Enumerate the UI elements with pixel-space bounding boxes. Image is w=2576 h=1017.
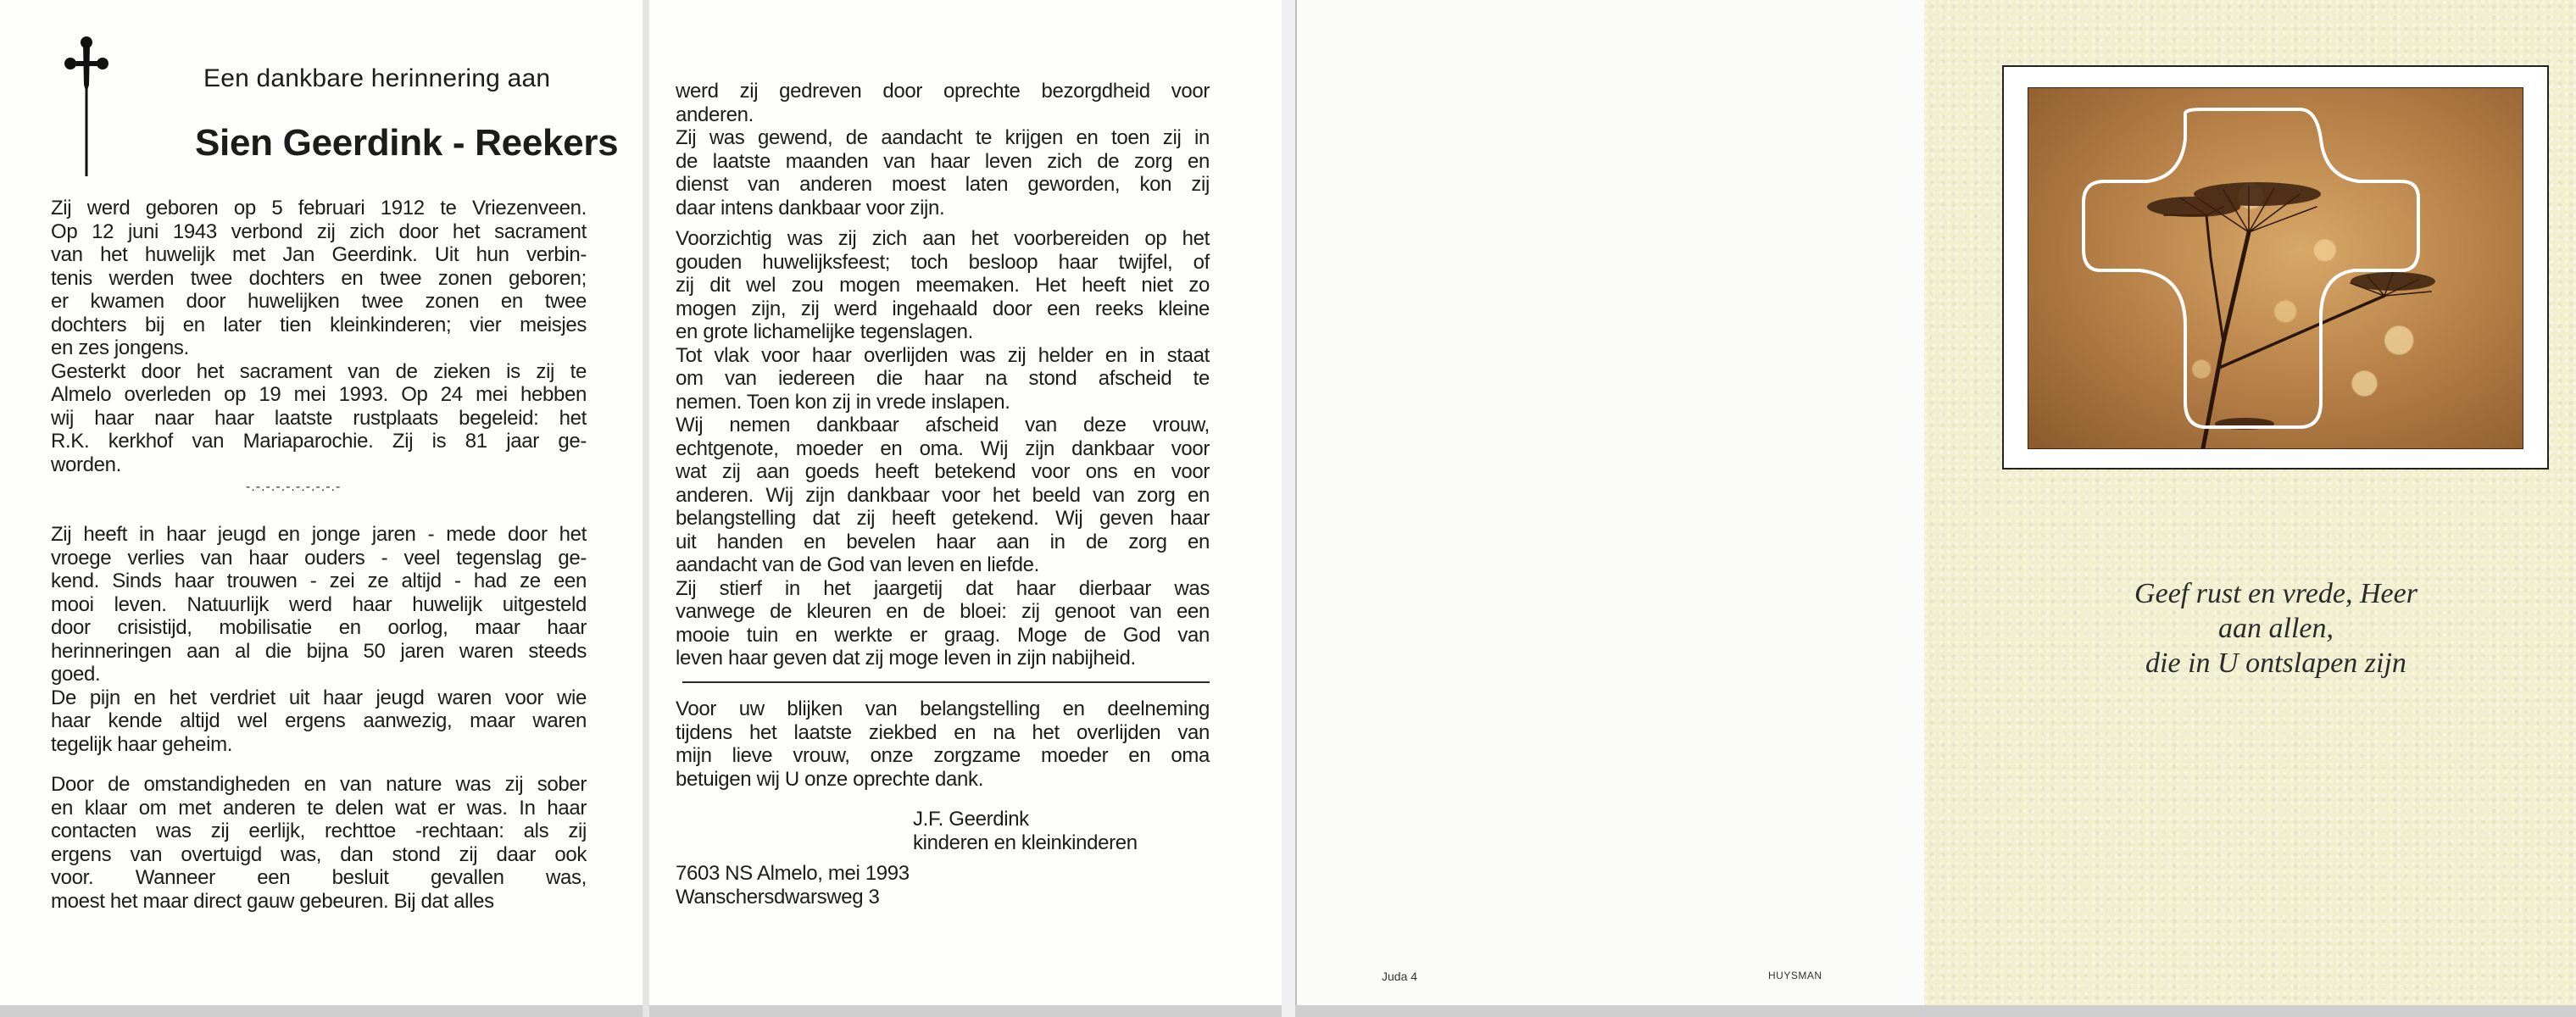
text-line: Op 12 juni 1943 verbond zij zich door het sacrament [51, 220, 587, 243]
paragraph [51, 360, 587, 477]
text-line: tegelijk haar geheim. [51, 732, 233, 756]
text-line: mogen zijn, zij werd ingehaald door een reeks kleine [676, 297, 1210, 320]
cross-outline-and-plant-illustration [2028, 88, 2523, 448]
text-line: Zij heeft in haar jeugd en jonge jaren - mede door het [51, 523, 587, 546]
text-line: leven haar geven dat zij moge leven in zijn nabijheid. [676, 647, 1136, 670]
text-line: worden. [51, 453, 121, 476]
cross-icon [63, 34, 110, 178]
paragraph [51, 197, 587, 360]
text-line: dochters bij en later tien kleinkinderen; vier meisjes [51, 313, 587, 336]
paragraph [676, 577, 1210, 670]
text-line: 7603 NS Almelo, mei 1993 [676, 862, 910, 885]
text-line: wij haar naar haar laatste rustplaats begeleid: het [51, 406, 587, 430]
paragraph [676, 344, 1210, 414]
paragraph [676, 80, 1210, 126]
text-line: gouden huwelijksfeest; toch besloop haar twijfel, of [676, 250, 1210, 274]
text-line: Tot vlak voor haar overlijden was zij helder en in staat [676, 343, 1210, 367]
text-line: wat zij aan goeds heeft betekend voor ons en voor [676, 460, 1210, 483]
scripture-reference: Juda 4 [1382, 970, 1418, 983]
text-line: R.K. kerkhof van Mariaparochie. Zij is 81 jaar ge- [51, 430, 587, 453]
text-line: daar intens dankbaar voor zijn. [676, 196, 945, 220]
flower-photo [2028, 87, 2523, 449]
text-line: uit handen en bevelen haar aan in de zorg en [676, 530, 1210, 553]
text-line: en klaar om met anderen te delen wat er was. In haar [51, 796, 587, 820]
text-line: voor. Wanneer een besluit gevallen was, [51, 866, 587, 889]
text-line: herinneringen aan al die bijna 50 jaren waren steeds [51, 639, 587, 663]
page-fold [643, 0, 649, 1017]
separator: -.-.-.-.-.-.-.-.-.- [246, 480, 342, 494]
paragraph [676, 126, 1210, 220]
text-line: om van iedereen die haar na stond afscheid te [676, 367, 1210, 390]
text-line: anderen. Wij zijn dankbaar voor het beeld van zorg en [676, 483, 1210, 507]
text-line: Wij nemen dankbaar afscheid van deze vrouw, [676, 414, 1210, 436]
text-line: mooie tuin en werkte er graag. Moge de God van [676, 623, 1210, 647]
text-line: J.F. Geerdink [913, 808, 1029, 831]
text-line: tijdens het laatste ziekbed en na het overlijden van [676, 720, 1210, 744]
text-line: door crisistijd, mobilisatie en oorlog, maar haar [51, 616, 587, 639]
text-line: dienst van anderen moest laten geworden, kon zij [676, 173, 1210, 196]
text-line: ergens van overtuigd was, dan stond zij daar ook [51, 842, 587, 866]
text-line: nemen. Toen kon zij in vrede inslapen. [676, 390, 1010, 414]
prayer-quote [2034, 576, 2518, 681]
text-line: aandacht van de God van leven en liefde. [676, 553, 1039, 576]
text-line: anderen. [676, 103, 754, 126]
text-line: betuigen wij U onze oprechte dank. [676, 767, 984, 791]
deceased-name: Sien Geerdink - Reekers [195, 122, 619, 164]
text-line: vanwege de kleuren en de bloei: zij genoot van een [676, 600, 1210, 623]
text-line: belangstelling dat zij heeft getekend. Wij geven haar [676, 507, 1210, 530]
thanks-paragraph [676, 697, 1210, 791]
text-line: en grote lichamelijke tegenslagen. [676, 320, 973, 343]
text-line: Zij stierf in het jaargetij dat haar dierbaar was [676, 576, 1210, 600]
paragraph [51, 523, 587, 686]
photo-frame [2002, 65, 2549, 470]
text-line: Gesterkt door het sacrament van de zieken is zij te [51, 359, 587, 383]
text-line: kinderen en kleinkinderen [913, 831, 1138, 854]
text-line: mijn lieve vrouw, onze zorgzame moeder en oma [676, 744, 1210, 767]
text-line: contacten was zij eerlijk, rechttoe -rechtaan: als zij [51, 820, 587, 842]
text-line: tenis werden twee dochters en twee zonen geboren; [51, 266, 587, 290]
text-line: moest het maar direct gauw gebeuren. Bij dat alles [51, 889, 494, 913]
address [676, 862, 1015, 909]
dedication-heading: Een dankbare herinnering aan [203, 64, 551, 92]
text-line: Almelo overleden op 19 mei 1993. Op 24 mei hebben [51, 383, 587, 406]
text-line: Zij werd geboren op 5 februari 1912 te Vriezenveen. [51, 197, 587, 220]
quote-line: die in U ontslapen zijn [2145, 647, 2406, 679]
page-gap [1282, 0, 1295, 1017]
signature [913, 808, 1193, 854]
text-line: vroege verlies van haar ouders - veel tegenslag ge- [51, 546, 587, 570]
text-line: Door de omstandigheden en van nature was zij sober [51, 773, 587, 796]
quote-line: Geef rust en vrede, Heer [2134, 578, 2417, 609]
text-line: Zij was gewend, de aandacht te krijgen en toen zij in [676, 126, 1210, 149]
text-line: van het huwelijk met Jan Geerdink. Uit hun verbin- [51, 243, 587, 266]
quote-line: aan allen, [2218, 613, 2334, 644]
paragraph [676, 414, 1210, 577]
text-line: en zes jongens. [51, 336, 189, 359]
text-line: werd zij gedreven door oprechte bezorgdheid voor [676, 80, 1210, 103]
text-line: Voor uw blijken van belangstelling en deelneming [676, 697, 1210, 720]
text-line: Voorzichtig was zij zich aan het voorbereiden op het [676, 227, 1210, 250]
divider [682, 681, 1210, 683]
paragraph [51, 773, 587, 913]
text-line: mooi leven. Natuurlijk werd haar huwelijk uitgesteld [51, 592, 587, 616]
paragraph [676, 227, 1210, 344]
text-line: haar kende altijd wel ergens aanwezig, maar waren [51, 709, 587, 732]
text-line: goed. [51, 663, 101, 686]
text-line: kend. Sinds haar trouwen - zei ze altijd - had ze een [51, 570, 587, 592]
printer-name: HUYSMAN [1768, 970, 1822, 981]
text-line: De pijn en het verdriet uit haar jeugd waren voor wie [51, 686, 587, 709]
text-line: de laatste maanden van haar leven zich de zorg en [676, 149, 1210, 173]
text-line: echtgenote, moeder en oma. Wij zijn dankbaar voor [676, 436, 1210, 460]
text-line: zij dit wel zou mogen meemaken. Het heeft niet zo [676, 274, 1210, 297]
back-page [1295, 0, 1926, 1005]
text-line: er kwamen door huwelijken twee zonen en twee [51, 290, 587, 313]
text-line: Wanschersdwarsweg 3 [676, 885, 880, 909]
paragraph [51, 686, 587, 757]
